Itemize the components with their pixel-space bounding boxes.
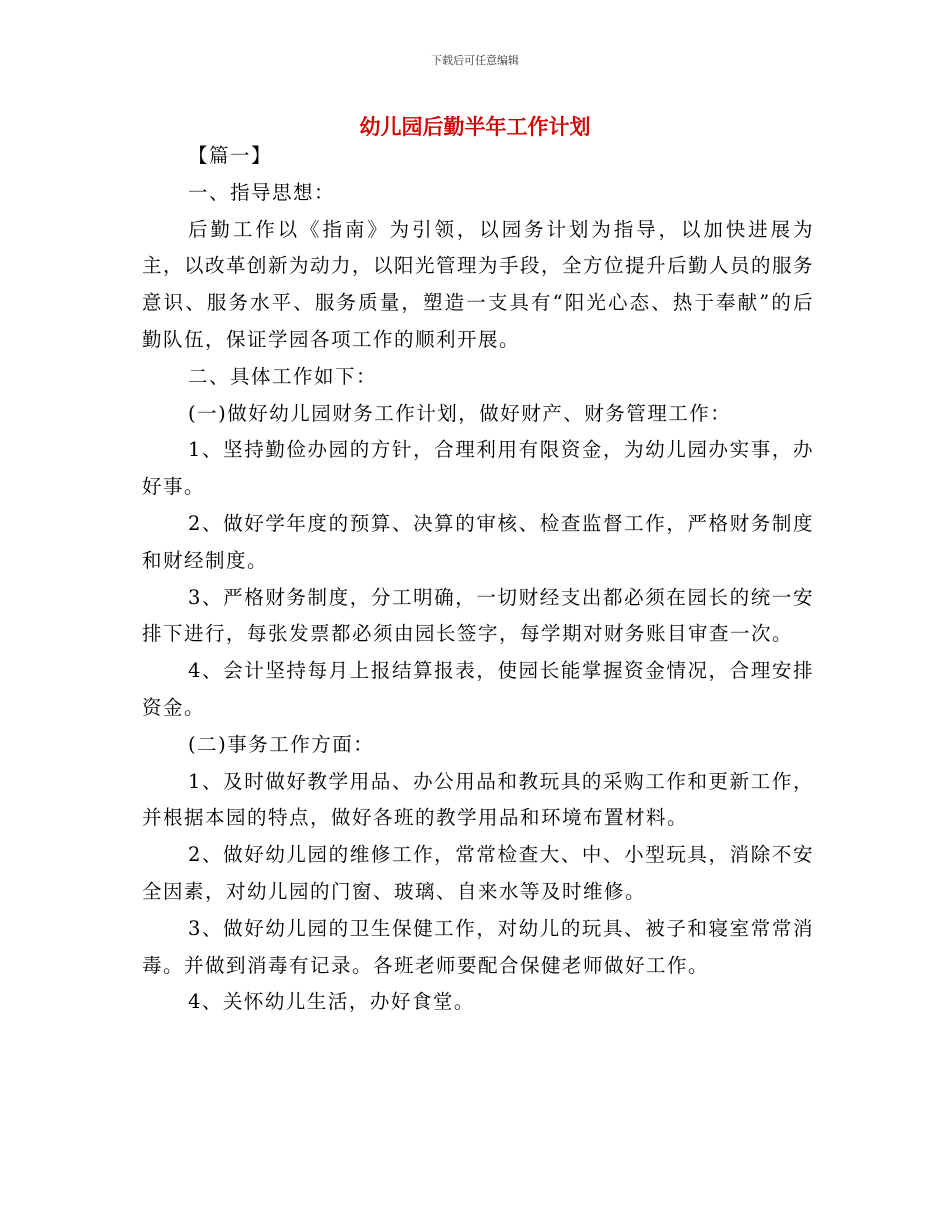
list-item: 4、会计坚持每月上报结算报表，使园长能掌握资金情况，合理安排资金。	[142, 659, 814, 719]
heading-guiding-ideology: 一、指导思想：	[188, 180, 336, 204]
list-item: 4、关怀幼儿生活，办好食堂。	[188, 990, 475, 1014]
paragraph: 后勤工作以《指南》为引领，以园务计划为指导，以加快进展为主，以改革创新为动力，以阳光管理为手段，全方位提升后勤人员的服务意识、服务水平、服务质量，塑造一支具有“阳光心态、热于奉献”的后勤队伍，保证学园各项工作的顺利开展。	[142, 217, 815, 351]
list-item: 1、及时做好教学用品、办公用品和教玩具的采购工作和更新工作，并根据本园的特点，做好各班的教学用品和环境布置材料。	[142, 769, 814, 830]
document-body	[142, 138, 814, 1021]
list-item: 2、做好幼儿园的维修工作，常常检查大、中、小型玩具，消除不安全因素，对幼儿园的门窗、玻璃、自来水等及时维修。	[142, 843, 814, 903]
list-item: 3、做好幼儿园的卫生保健工作，对幼儿的玩具、被子和寝室常常消毒。并做到消毒有记录。各班老师要配合保健老师做好工作。	[142, 916, 814, 977]
list-item: 2、做好学年度的预算、决算的审核、检查监督工作，严格财务制度和财经制度。	[142, 511, 814, 572]
heading-specific-work: 二、具体工作如下：	[188, 364, 378, 388]
subheading-finance: (一)做好幼儿园财务工作计划，做好财产、财务管理工作：	[188, 401, 732, 425]
list-item: 3、严格财务制度，分工明确，一切财经支出都必须在园长的统一安排下进行，每张发票都必须由园长签字，每学期对财务账目审查一次。	[142, 585, 814, 646]
subheading-affairs: (二)事务工作方面：	[188, 732, 375, 756]
page-header-note: 下载后可任意编辑	[431, 54, 519, 67]
section-label: 【篇一】	[188, 144, 273, 167]
list-item: 1、坚持勤俭办园的方针，合理利用有限资金，为幼儿园办实事，办好事。	[142, 438, 814, 499]
document-title: 幼儿园后勤半年工作计划	[359, 115, 591, 139]
